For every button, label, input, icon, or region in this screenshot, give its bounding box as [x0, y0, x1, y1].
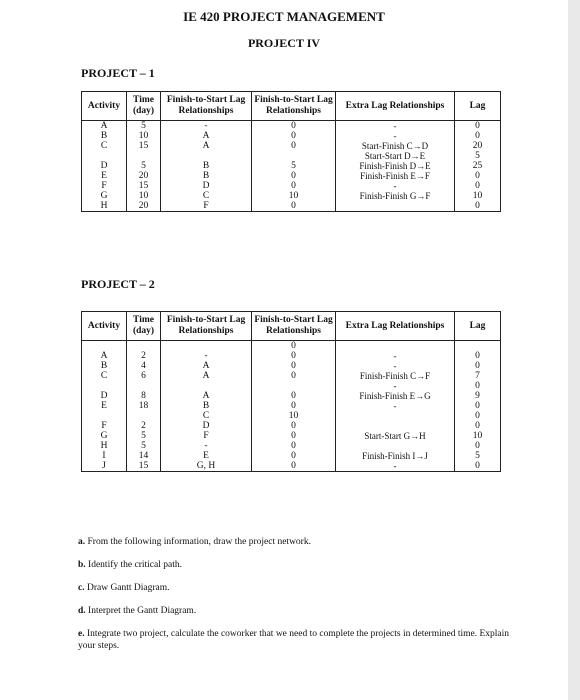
col-lag-header: Lag [455, 92, 501, 121]
cell-fs2 [252, 381, 336, 391]
table-row [82, 171, 501, 181]
cell-fs2: 0 [252, 341, 336, 352]
table-row [82, 421, 501, 431]
cell-lag: 0 [455, 441, 501, 451]
cell-time [127, 381, 161, 391]
cell-fs1: F [161, 431, 252, 441]
cell-extra: Finish-Finish E→F [336, 171, 455, 181]
cell-time: 10 [127, 131, 161, 141]
cell-time: 5 [127, 121, 161, 132]
cell-lag: 5 [455, 151, 501, 161]
table-row [82, 151, 501, 161]
cell-fs1 [161, 151, 252, 161]
table-row [82, 381, 501, 391]
col-fs1-header: Finish-to-Start Lag Relationships [161, 312, 252, 341]
cell-fs1: D [161, 181, 252, 191]
cell-time: 20 [127, 171, 161, 181]
cell-fs1: B [161, 401, 252, 411]
cell-activity: J [82, 461, 127, 472]
cell-extra: Finish-Finish I→J [336, 451, 455, 461]
cell-lag: 25 [455, 161, 501, 171]
cell-lag: 9 [455, 391, 501, 401]
cell-fs1: A [161, 371, 252, 381]
cell-fs2: 5 [252, 161, 336, 171]
project-2-table [81, 311, 501, 472]
table-row [82, 341, 501, 352]
table-row [82, 371, 501, 381]
cell-activity: C [82, 141, 127, 151]
cell-activity: E [82, 171, 127, 181]
cell-activity: G [82, 191, 127, 201]
cell-lag: 20 [455, 141, 501, 151]
question-text: Draw Gantt Diagram. [86, 583, 170, 593]
cell-time: 6 [127, 371, 161, 381]
cell-fs1: - [161, 441, 252, 451]
table-row [82, 401, 501, 411]
document-title: IE 420 PROJECT MANAGEMENT [183, 9, 385, 24]
cell-fs2: 0 [252, 131, 336, 141]
cell-fs2: 0 [252, 201, 336, 212]
cell-lag [455, 341, 501, 352]
cell-fs1 [161, 341, 252, 352]
cell-activity [82, 411, 127, 421]
cell-fs2: 0 [252, 391, 336, 401]
cell-fs2: 0 [252, 431, 336, 441]
cell-activity [82, 381, 127, 391]
cell-fs2: 10 [252, 411, 336, 421]
project-1-table [81, 91, 501, 212]
cell-fs1: A [161, 361, 252, 371]
question-d [78, 605, 510, 617]
question-a [78, 536, 510, 548]
table-row [82, 461, 501, 472]
cell-fs2 [252, 151, 336, 161]
viewer-edge [568, 0, 580, 700]
table-row [82, 181, 501, 191]
question-c [78, 582, 510, 594]
cell-activity: A [82, 121, 127, 132]
cell-extra [336, 411, 455, 421]
cell-time: 5 [127, 161, 161, 171]
question-e [78, 628, 510, 652]
cell-activity: A [82, 351, 127, 361]
cell-extra: Finish-Finish G→F [336, 191, 455, 201]
cell-activity: F [82, 181, 127, 191]
cell-lag: 0 [455, 461, 501, 472]
question-b [78, 559, 510, 571]
cell-fs2: 0 [252, 141, 336, 151]
cell-lag: 0 [455, 121, 501, 132]
question-label: b. [78, 560, 86, 570]
cell-extra: Start-Start G→H [336, 431, 455, 441]
cell-lag: 0 [455, 171, 501, 181]
cell-fs2: 0 [252, 371, 336, 381]
col-extra-header: Extra Lag Relationships [336, 92, 455, 121]
cell-extra: - [336, 381, 455, 391]
cell-time: 18 [127, 401, 161, 411]
cell-fs1 [161, 381, 252, 391]
table-row [82, 431, 501, 441]
cell-time [127, 341, 161, 352]
cell-activity [82, 341, 127, 352]
cell-extra: - [336, 401, 455, 411]
cell-activity: D [82, 161, 127, 171]
cell-fs2: 0 [252, 121, 336, 132]
col-fs2-header: Finish-to-Start Lag Relationships [252, 92, 336, 121]
col-fs2-header: Finish-to-Start Lag Relationships [252, 312, 336, 341]
cell-activity: B [82, 361, 127, 371]
col-activity-header: Activity [82, 312, 127, 341]
cell-time: 5 [127, 441, 161, 451]
cell-fs1: C [161, 411, 252, 421]
cell-fs2: 0 [252, 461, 336, 472]
table-row [82, 441, 501, 451]
table-row [82, 451, 501, 461]
col-time-header: Time (day) [127, 92, 161, 121]
table-row [82, 161, 501, 171]
cell-activity: H [82, 201, 127, 212]
cell-extra: Start-Start D→E [336, 151, 455, 161]
cell-fs1: - [161, 121, 252, 132]
table-row [82, 351, 501, 361]
question-label: c. [78, 583, 85, 593]
cell-lag: 0 [455, 361, 501, 371]
table-row [82, 391, 501, 401]
cell-time: 2 [127, 421, 161, 431]
cell-fs1: G, H [161, 461, 252, 472]
cell-time: 14 [127, 451, 161, 461]
cell-activity: E [82, 401, 127, 411]
col-activity-header: Activity [82, 92, 127, 121]
question-text: Interpret the Gantt Diagram. [88, 606, 197, 616]
cell-extra [336, 421, 455, 431]
cell-time: 15 [127, 141, 161, 151]
cell-extra [336, 341, 455, 352]
cell-activity: I [82, 451, 127, 461]
cell-fs2: 0 [252, 351, 336, 361]
cell-lag: 0 [455, 181, 501, 191]
table-header-row [82, 312, 501, 341]
cell-extra: Finish-Finish E→G [336, 391, 455, 401]
cell-time: 4 [127, 361, 161, 371]
cell-fs1: B [161, 161, 252, 171]
cell-fs2: 0 [252, 401, 336, 411]
table-row [82, 191, 501, 201]
questions-list [78, 536, 510, 663]
cell-time: 5 [127, 431, 161, 441]
project-2-heading: PROJECT – 2 [81, 277, 155, 291]
cell-extra: - [336, 121, 455, 132]
question-text: Integrate two project, calculate the coworker that we need to complete the projects in determined time. Explain your steps. [78, 629, 510, 651]
cell-fs2: 0 [252, 451, 336, 461]
cell-fs1: D [161, 421, 252, 431]
cell-lag: 7 [455, 371, 501, 381]
cell-fs1: C [161, 191, 252, 201]
question-label: a. [78, 537, 86, 547]
cell-time: 15 [127, 461, 161, 472]
cell-lag: 0 [455, 351, 501, 361]
col-extra-header: Extra Lag Relationships [336, 312, 455, 341]
cell-extra: Start-Finish C→D [336, 141, 455, 151]
cell-time: 2 [127, 351, 161, 361]
cell-extra: - [336, 181, 455, 191]
cell-fs1: F [161, 201, 252, 212]
cell-activity: C [82, 371, 127, 381]
cell-time: 15 [127, 181, 161, 191]
cell-lag: 10 [455, 431, 501, 441]
cell-lag: 5 [455, 451, 501, 461]
cell-lag: 0 [455, 411, 501, 421]
cell-extra: - [336, 461, 455, 472]
cell-lag: 0 [455, 401, 501, 411]
cell-fs2: 0 [252, 181, 336, 191]
table-row [82, 131, 501, 141]
col-time-header: Time (day) [127, 312, 161, 341]
cell-time [127, 411, 161, 421]
project-1-heading: PROJECT – 1 [81, 66, 155, 80]
cell-lag: 0 [455, 381, 501, 391]
question-label: d. [78, 606, 86, 616]
cell-extra: Finish-Finish C→F [336, 371, 455, 381]
question-label: e. [78, 629, 85, 639]
cell-fs1: A [161, 131, 252, 141]
cell-activity: F [82, 421, 127, 431]
cell-extra: - [336, 351, 455, 361]
cell-time: 20 [127, 201, 161, 212]
question-text: From the following information, draw the project network. [87, 537, 311, 547]
cell-time [127, 151, 161, 161]
cell-lag: 10 [455, 191, 501, 201]
cell-activity: D [82, 391, 127, 401]
cell-fs1: A [161, 391, 252, 401]
cell-activity: H [82, 441, 127, 451]
cell-extra: - [336, 131, 455, 141]
cell-fs1: E [161, 451, 252, 461]
cell-extra [336, 441, 455, 451]
cell-extra [336, 201, 455, 212]
cell-time: 10 [127, 191, 161, 201]
cell-fs2: 0 [252, 421, 336, 431]
cell-activity [82, 151, 127, 161]
cell-activity: B [82, 131, 127, 141]
table-row [82, 121, 501, 132]
cell-fs2: 0 [252, 441, 336, 451]
cell-lag: 0 [455, 421, 501, 431]
question-text: Identify the critical path. [88, 560, 182, 570]
table-row [82, 141, 501, 151]
table-row [82, 361, 501, 371]
cell-lag: 0 [455, 201, 501, 212]
cell-time: 8 [127, 391, 161, 401]
table-row [82, 411, 501, 421]
cell-fs2: 0 [252, 171, 336, 181]
cell-fs2: 10 [252, 191, 336, 201]
document-subtitle: PROJECT IV [247, 36, 321, 50]
cell-fs1: A [161, 141, 252, 151]
cell-lag: 0 [455, 131, 501, 141]
cell-fs1: - [161, 351, 252, 361]
cell-activity: G [82, 431, 127, 441]
cell-extra: Finish-Finish D→E [336, 161, 455, 171]
cell-fs1: B [161, 171, 252, 181]
cell-extra: - [336, 361, 455, 371]
cell-fs2: 0 [252, 361, 336, 371]
col-lag-header: Lag [455, 312, 501, 341]
table-row [82, 201, 501, 212]
table-header-row [82, 92, 501, 121]
col-fs1-header: Finish-to-Start Lag Relationships [161, 92, 252, 121]
